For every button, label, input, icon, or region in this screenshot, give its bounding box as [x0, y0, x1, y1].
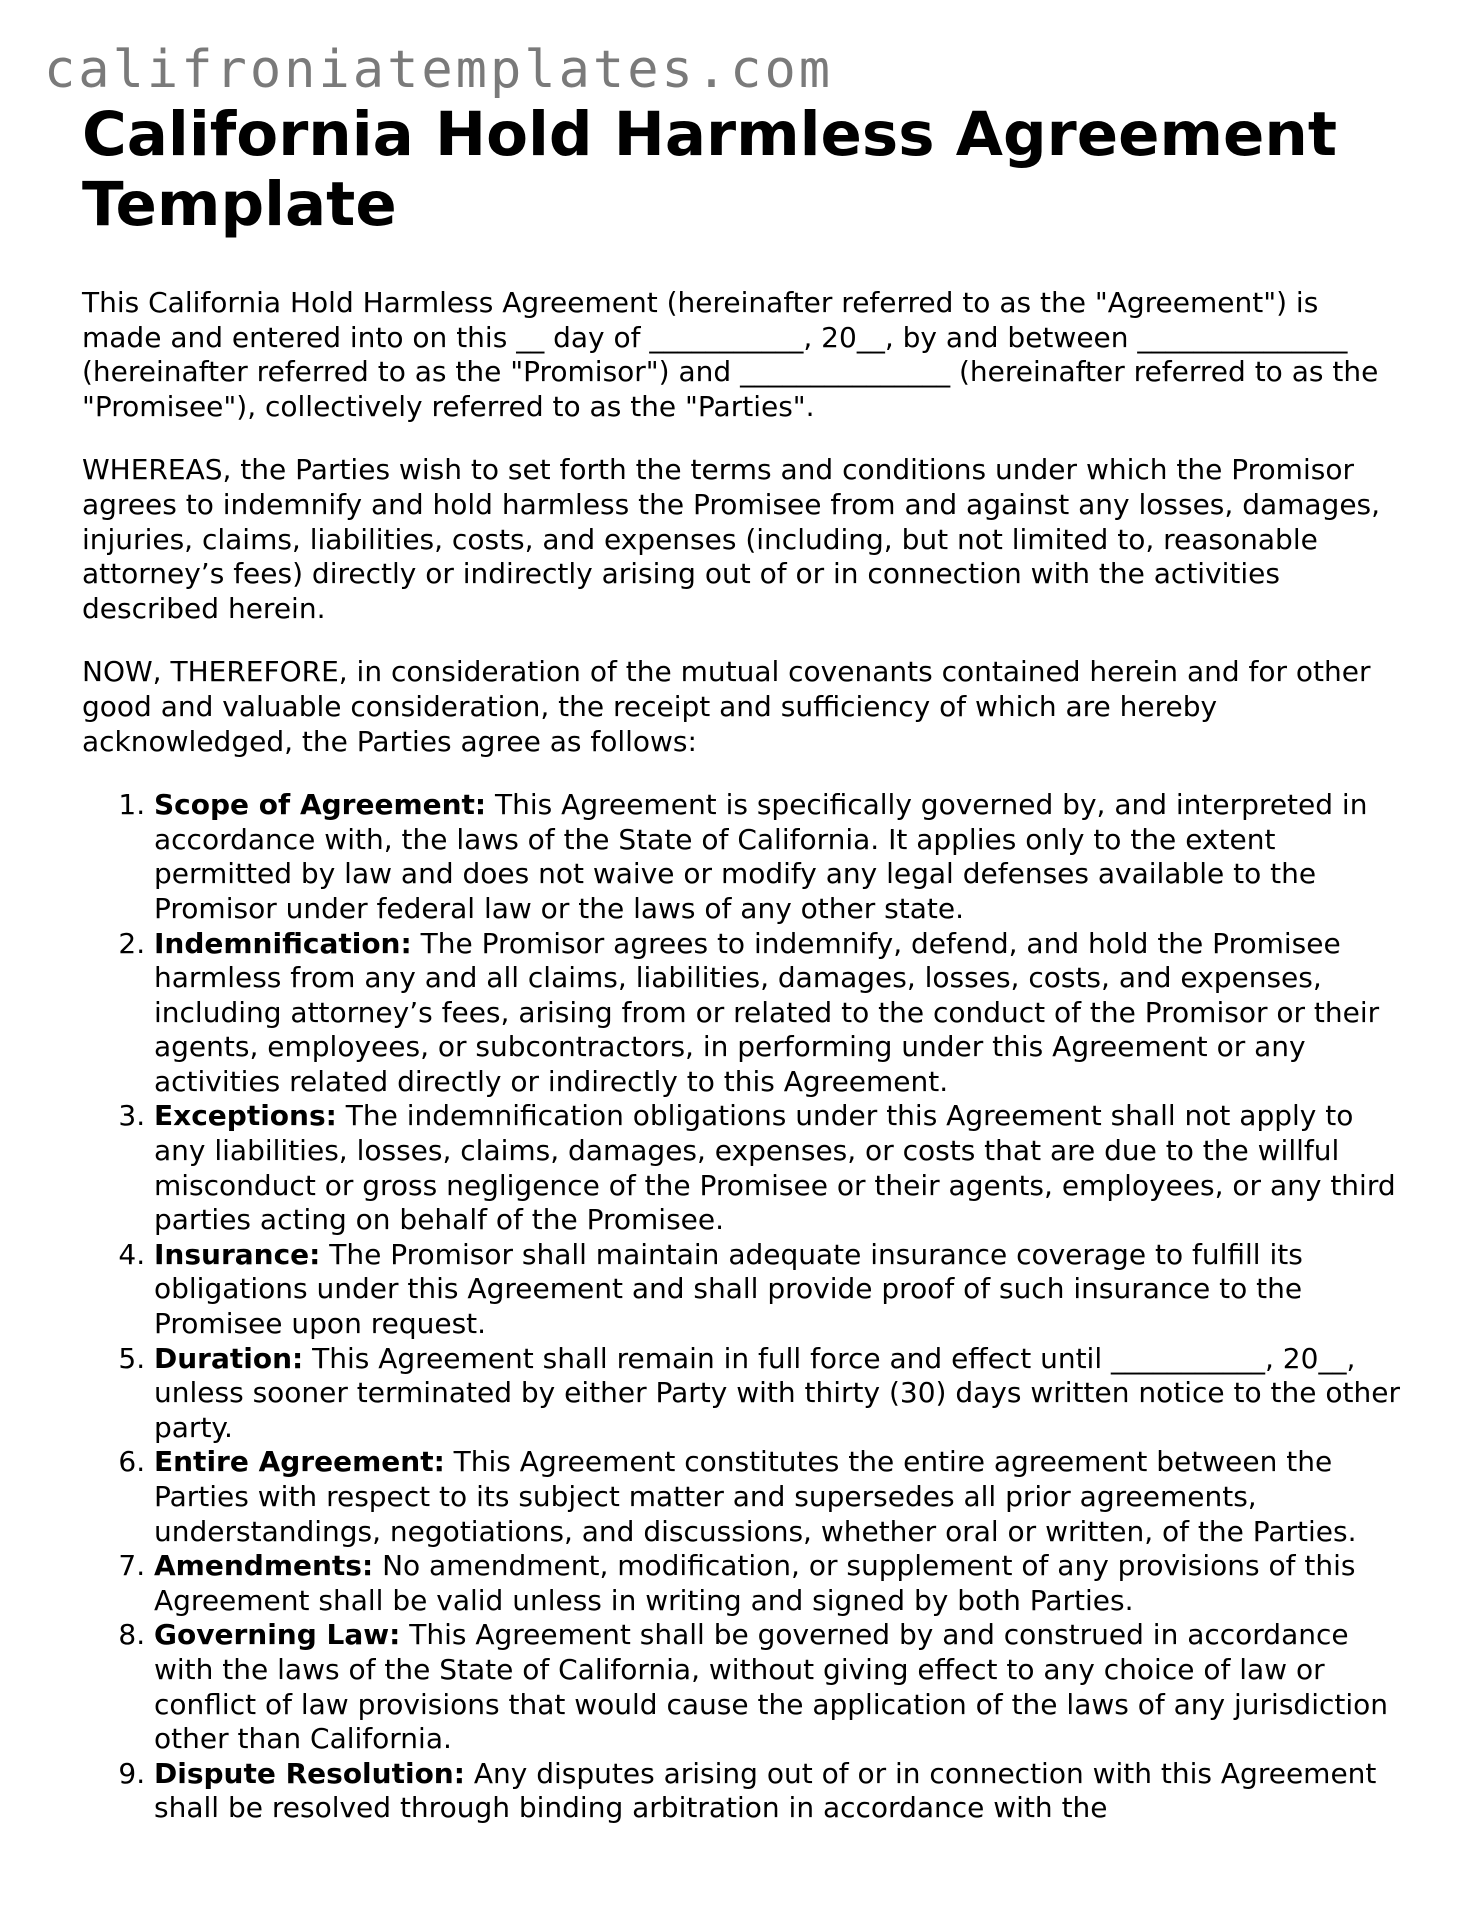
clause-item — [154, 1549, 1402, 1618]
clause-text: The Promisor agrees to indemnify, defend, and hold the Promisee harmless from any and all claims, liabilities, damages, losses, costs, and expenses, including attorney’s fees, arising from or related to the conduct of the Promisor or their agents, employees, or subcontractors, in performing under this Agreement or any activities related directly or indirectly to this Agreement. — [154, 926, 1380, 1098]
clause-term: Indemnification: — [154, 926, 412, 960]
clause-item — [154, 1099, 1402, 1237]
document-page — [82, 100, 1402, 1826]
clause-text: This Agreement shall be governed by and construed in accordance with the laws of the State of California, without giving effect to any choice of law or conflict of law provisions that would cause the application of the laws of any jurisdiction other than California. — [154, 1618, 1388, 1756]
clause-item — [154, 927, 1402, 1100]
clause-term: Governing Law: — [154, 1618, 401, 1652]
clause-term: Duration: — [154, 1341, 304, 1375]
clause-term: Exceptions: — [154, 1099, 337, 1133]
clause-text: The indemnification obligations under this Agreement shall not apply to any liabilities, losses, claims, damages, expenses, or costs that are due to the willful misconduct or gross negligence of the Promisee or their agents, employees, or any third parties acting on behalf of the Promisee. — [154, 1099, 1396, 1237]
clause-item — [154, 1757, 1402, 1826]
now-therefore-paragraph: NOW, THEREFORE, in consideration of the mutual covenants contained herein and for other good and valuable consideration, the receipt and sufficiency of which are hereby acknowledged, the Parties agree as follows: — [82, 655, 1371, 758]
clause-text: This Agreement shall remain in full force and effect until ___________, 20__, unless sooner terminated by either Party with thirty (30) days written notice to the other party. — [154, 1341, 1400, 1444]
clause-item — [154, 1445, 1402, 1549]
clause-text: This Agreement constitutes the entire agreement between the Parties with respect to its subject matter and supersedes all prior agreements, understandings, negotiations, and discussions, whether oral or written, of the Parties. — [154, 1445, 1357, 1548]
intro-paragraph: This California Hold Harmless Agreement (hereinafter referred to as the "Agreement") is made and entered into on this __ day of ___________, 20__, by and between _______________ (hereinafter referred to as the "Promisor") and _______________ (hereinafter referred to as the "Promisee"), collectively referred to as the "Parties". — [82, 286, 1379, 423]
clause-item — [154, 1342, 1402, 1446]
document-title: California Hold Harmless Agreement Template — [82, 99, 1337, 240]
clause-item — [154, 788, 1402, 926]
clause-term: Dispute Resolution: — [154, 1756, 465, 1790]
clause-term: Amendments: — [154, 1549, 374, 1583]
clause-text: No amendment, modification, or supplement of any provisions of this Agreement shall be valid unless in writing and signed by both Parties. — [154, 1549, 1356, 1617]
clause-text: The Promisor shall maintain adequate insurance coverage to fulfill its obligations under this Agreement and shall provide proof of such insurance to the Promisee upon request. — [154, 1237, 1303, 1341]
clause-term: Entire Agreement: — [154, 1445, 445, 1479]
clause-list — [82, 788, 1402, 1826]
clause-item — [154, 1238, 1402, 1342]
clause-item — [154, 1618, 1402, 1756]
clause-term: Insurance: — [154, 1237, 321, 1271]
clause-term: Scope of Agreement: — [154, 788, 487, 822]
whereas-paragraph: WHEREAS, the Parties wish to set forth the terms and conditions under which the Promisor agrees to indemnify and hold harmless the Promisee from and against any losses, damages, injuries, claims, liabilities, costs, and expenses (including, but not limited to, reasonable attorney’s fees) directly or indirectly arising out of or in connection with the activities described herein. — [82, 453, 1381, 625]
clause-text: This Agreement is specifically governed by, and interpreted in accordance with, the laws of the State of California. It applies only to the extent permitted by law and does not waive or modify any legal defenses available to the Promisor under federal law or the laws of any other state. — [154, 788, 1368, 925]
clause-text: Any disputes arising out of or in connection with this Agreement shall be resolved through binding arbitration in accordance with the — [154, 1756, 1377, 1825]
site-watermark: califroniatemplates.com — [44, 40, 834, 100]
